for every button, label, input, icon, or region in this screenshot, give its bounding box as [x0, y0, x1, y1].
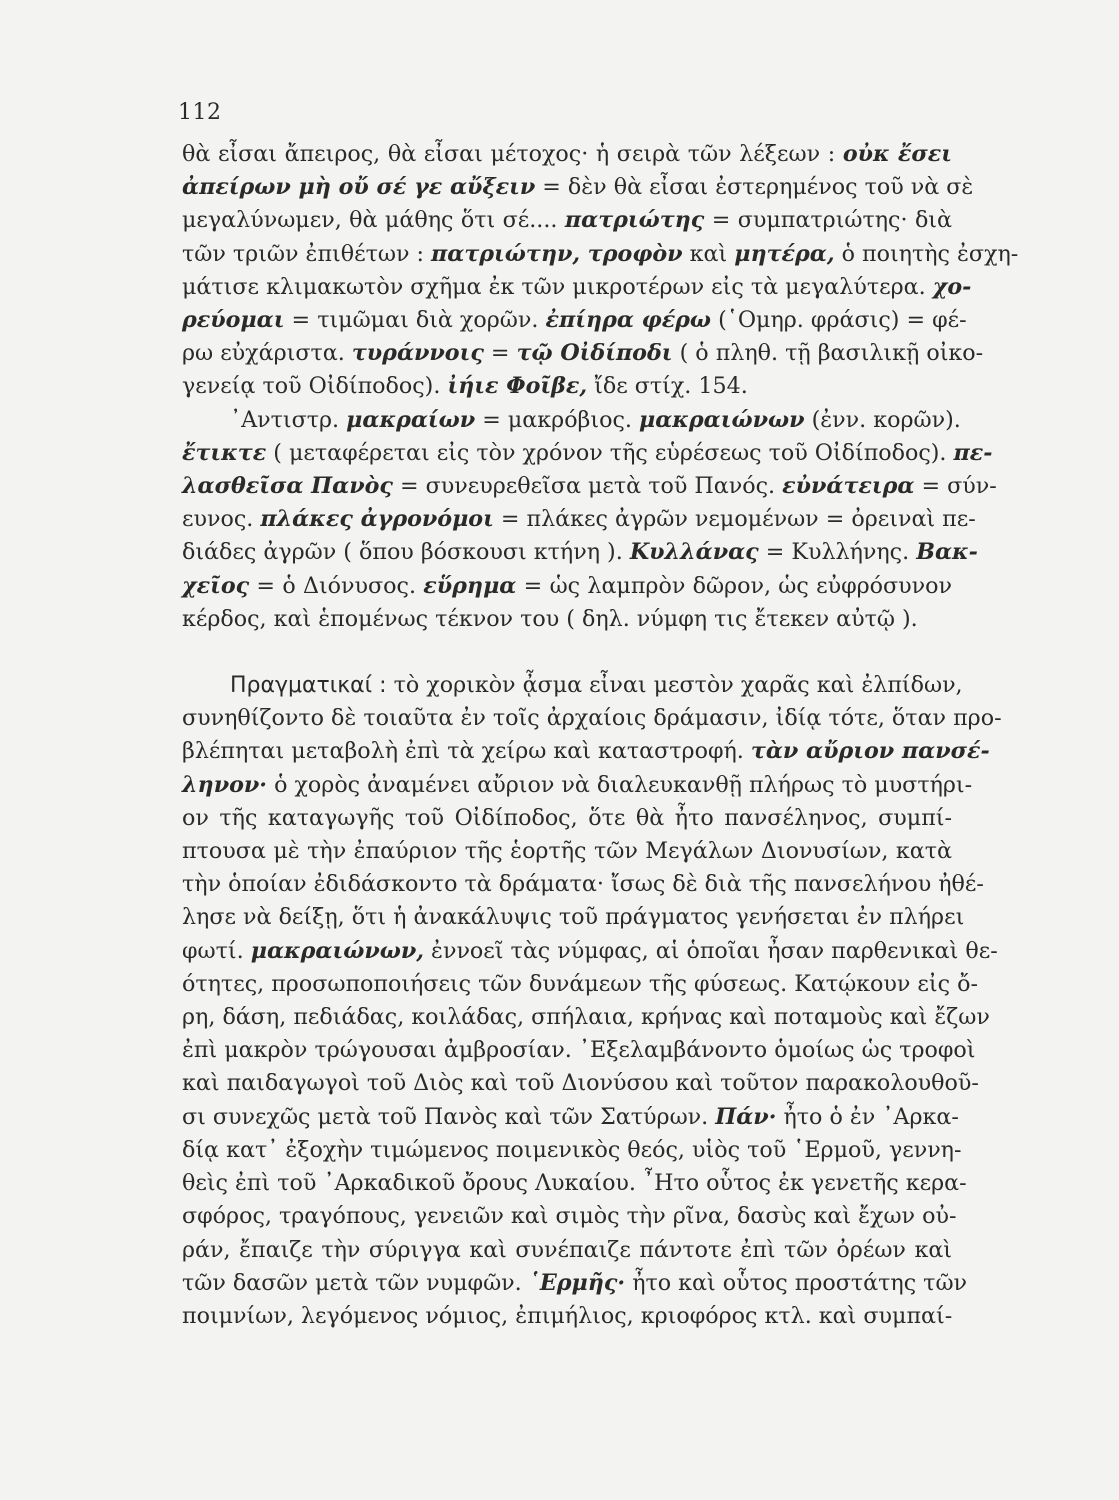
- text-line: τὴν ὁποίαν ἐδιδάσκοντο τὰ δράματα· ἴσως δὲ διὰ τῆς πανσελήνου ἠθέ-: [182, 871, 984, 898]
- section-heading: Πραγματικαί :: [230, 673, 387, 699]
- text-line: ρεύομαι = τιμῶμαι διὰ χορῶν. ἐπίηρα φέρω (῾Ομηρ. φράσις) = φέ-: [182, 307, 967, 334]
- text-line: ότητες, προσωποποιήσεις τῶν δυνάμεων τῆς φύσεως. Κατῴκουν εἰς ὄ-: [182, 970, 978, 997]
- page-number: 112: [178, 100, 222, 125]
- text-line: λασθεῖσα Πανὸς = συνευρεθεῖσα μετὰ τοῦ Πανός. εὐνάτειρα = σύν-: [182, 473, 997, 500]
- text-line: Πραγματικαί : τὸ χορικὸν ᾆσμα εἶναι μεστὸν χαρᾶς καὶ ἐλπίδων,: [230, 672, 963, 699]
- text-line: χεῖος = ὁ Διόνυσος. εὕρημα = ὡς λαμπρὸν δῶρον, ὡς εὐφρόσυνον: [182, 572, 952, 599]
- text-line: μάτισε κλιμακωτὸν σχῆμα ἐκ τῶν μικροτέρων εἰς τὰ μεγαλύτερα. χο-: [182, 273, 972, 300]
- text-line: ληνον· ὁ χορὸς ἀναμένει αὔριον νὰ διαλευκανθῇ πλήρως τὸ μυστήρι-: [182, 771, 973, 798]
- text-line: τῶν δασῶν μετὰ τῶν νυμφῶν. ῾Ερμῆς· ἦτο καὶ οὗτος προστάτης τῶν: [182, 1269, 968, 1296]
- text-line: μεγαλύνωμεν, θὰ μάθης ὅτι σέ.... πατριώτης = συμπατριώτης· διὰ: [182, 207, 952, 234]
- text-line: ον τῆς καταγωγῆς τοῦ Οἰδίποδος, ὅτε θὰ ἦτο πανσέληνος, συμπί-: [182, 804, 952, 831]
- text-line: ἔτικτε ( μεταφέρεται εἰς τὸν χρόνον τῆς εὑρέσεως τοῦ Οἰδίποδος). πε-: [182, 439, 993, 466]
- text-line: πτουσα μὲ τὴν ἐπαύριον τῆς ἑορτῆς τῶν Μεγάλων Διονυσίων, κατὰ: [182, 838, 952, 865]
- text-line: κέρδος, καὶ ἑπομένως τέκνον του ( δηλ. νύμφη τις ἔτεκεν αὐτῷ ).: [182, 605, 918, 632]
- text-line: ράν, ἔπαιζε τὴν σύριγγα καὶ συνέπαιζε πάντοτε ἐπὶ τῶν ὀρέων καὶ: [182, 1236, 952, 1263]
- text-line: ἀπείρων μὴ οὔ σέ γε αὔξειν = δὲν θὰ εἶσαι ἐστερημένος τοῦ νὰ σὲ: [182, 174, 974, 201]
- text-line: λησε νὰ δείξῃ, ὅτι ἡ ἀνακάλυψις τοῦ πράγματος γενήσεται ἐν πλήρει: [182, 904, 965, 931]
- text-line: σφόρος, τραγόπους, γενειῶν καὶ σιμὸς τὴν ρῖνα, δασὺς καὶ ἔχων οὐ-: [182, 1203, 957, 1230]
- commentary-text: [182, 138, 1019, 1333]
- text-line: τῶν τριῶν ἐπιθέτων : πατριώτην, τροφὸν καὶ μητέρα, ὁ ποιητὴς ἐσχη-: [182, 240, 1019, 267]
- text-line: δίᾳ κατ᾿ ἐξοχὴν τιμώμενος ποιμενικὸς θεός, υἱὸς τοῦ ῾Ερμοῦ, γεννη-: [182, 1136, 962, 1163]
- text-line: ἐπὶ μακρὸν τρώγουσαι ἀμβροσίαν. ᾿Εξελαμβάνοντο ὁμοίως ὡς τροφοὶ: [182, 1037, 976, 1064]
- text-line: βλέπηται μεταβολὴ ἐπὶ τὰ χείρω καὶ καταστροφή. τὰν αὔριον πανσέ-: [182, 738, 990, 765]
- text-line: καὶ παιδαγωγοὶ τοῦ Διὸς καὶ τοῦ Διονύσου καὶ τοῦτον παρακολουθοῦ-: [182, 1070, 979, 1097]
- text-line: φωτί. μακραιώνων, ἐννοεῖ τὰς νύμφας, αἱ ὁποῖαι ἦσαν παρθενικαὶ θε-: [182, 937, 998, 964]
- text-line: γενείᾳ τοῦ Οἰδίποδος). ἰήιε Φοῖβε, ἴδε στίχ. 154.: [182, 373, 748, 400]
- text-line: συνηθίζοντο δὲ τοιαῦτα ἐν τοῖς ἀρχαίοις δράμασιν, ἰδίᾳ τότε, ὅταν προ-: [182, 705, 1002, 732]
- text-line: ᾿Αντιστρ. μακραίων = μακρόβιος. μακραιώνων (ἐνν. κορῶν).: [230, 406, 961, 433]
- text-line: ρω εὐχάριστα. τυράννοις = τῷ Οἰδίποδι ( ὁ πληθ. τῇ βασιλικῇ οἰκο-: [182, 340, 984, 367]
- text-line: θὰ εἶσαι ἄπειρος, θὰ εἶσαι μέτοχος· ἡ σειρὰ τῶν λέξεων : οὐκ ἔσει: [182, 141, 952, 167]
- text-line: διάδες ἀγρῶν ( ὅπου βόσκουσι κτήνη ). Κυλλάνας = Κυλλήνης. Βακ-: [182, 539, 978, 566]
- text-line: ρη, δάση, πεδιάδας, κοιλάδας, σπήλαια, κρήνας καὶ ποταμοὺς καὶ ἔζων: [182, 1004, 990, 1031]
- text-line: ποιμνίων, λεγόμενος νόμιος, ἐπιμήλιος, κριοφόρος κτλ. καὶ συμπαί-: [182, 1302, 953, 1329]
- text-line: σι συνεχῶς μετὰ τοῦ Πανὸς καὶ τῶν Σατύρων. Πάν· ἦτο ὁ ἐν ᾿Αρκα-: [182, 1103, 959, 1130]
- text-line: θεὶς ἐπὶ τοῦ ᾿Αρκαδικοῦ ὄρους Λυκαίου. ῏Ητο οὗτος ἐκ γενετῆς κερα-: [182, 1170, 967, 1197]
- text-line: ευνος. πλάκες ἀγρονόμοι = πλάκες ἀγρῶν νεμομένων = ὀρειναὶ πε-: [182, 506, 976, 533]
